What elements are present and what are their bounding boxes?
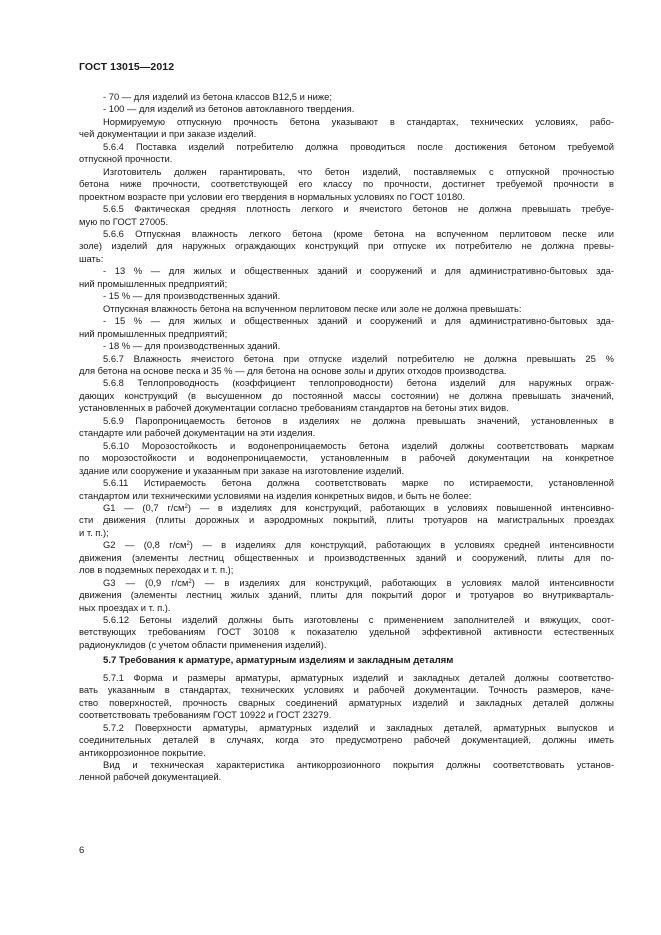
text-line: ленной рабочей документацией.	[79, 771, 222, 783]
text-line: радионуклидов (с учетом области применения изделий).	[79, 638, 327, 650]
text-line: ний промышленных предприятий;	[79, 277, 228, 289]
document-body	[79, 91, 614, 784]
text-line: ных проездах и т. п.).	[79, 601, 171, 613]
text-line: 5.6.11 Истираемость бетона должна соответствовать марке по истираемости, установленной	[103, 477, 614, 489]
text-line: движения (элементы лестниц жилых зданий, плиты для покрытий дорог и тротуаров во внутрикварталь-	[79, 589, 614, 601]
text-line: 5.6.6 Отпускная влажность легкого бетона (кроме бетона на вспученном перлитовом песке или	[103, 227, 614, 239]
text-line: соединительных деталей в случаях, когда это предусмотрено рабочей документацией, должны иметь	[79, 734, 614, 746]
text-line: стандартом или техническими условиями на изделия конкретных видов, и быть не более:	[79, 489, 472, 501]
text-line: Отпускная влажность бетона на вспученном перлитовом песке или золе не должна превышать:	[103, 302, 522, 314]
text-line: 5.6.10 Морозостойкость и водонепроницаемость бетона изделий должны соответствовать маркам	[103, 439, 614, 451]
section-5-7-text	[79, 672, 614, 784]
text-line: лов в подземных переходах и т. п.);	[79, 564, 234, 576]
text-line: G1 — (0,7 $г/см^2$) — в изделиях для конструкций, работающих в условиях повышенной интенсивно-	[103, 501, 615, 513]
text-line: - 13 % — для жилых и общественных зданий и сооружений и для административно-бытовых зда-	[103, 265, 614, 277]
text-line: ний промышленных предприятий;	[79, 327, 228, 339]
text-line: G3 — (0,9 $г/см^2$) — в изделиях для конструкций, работающих в условиях малой интенсивности	[103, 576, 614, 588]
text-line: антикоррозионное покрытие.	[79, 746, 206, 758]
text-line: - 18 % — для производственных зданий.	[103, 340, 281, 352]
text-line: 5.6.12 Бетоны изделий должны быть изготовлены с применением заполнителей и вяжущих, соот-	[103, 614, 614, 626]
text-line: - 15 % — для производственных зданий.	[103, 290, 281, 302]
document-header: ГОСТ 13015—2012	[79, 61, 175, 73]
text-line: ство поверхностей, прочность сварных соединений арматурных изделий и закладных деталей должны	[79, 696, 614, 708]
text-line: - 15 % — для жилых и общественных зданий и сооружений и для административно-бытовых зда-	[103, 315, 614, 327]
text-line: проектном возрасте при условии его твердения в нормальных условиях по ГОСТ 10180.	[79, 190, 465, 202]
text-line: - 70 — для изделий из бетона классов B12,5 и ниже;	[103, 91, 332, 102]
text-line: золе) изделий для наружных ограждающих конструкций при отпуске их потребителю не должна превы-	[79, 240, 614, 252]
section-title: 5.7 Требования к арматуре, арматурным изделиям и закладным деталям	[103, 655, 454, 667]
text-line: движения (элементы лестниц общественных и производственных зданий и сооружений, плиты для по-	[79, 551, 614, 563]
text-line: и т. п.);	[79, 526, 109, 538]
text-line: G2 — (0,8 $г/см^2$) — в изделиях для конструкций, работающих в условиях средней интенсивности	[103, 539, 614, 551]
text-line: по морозостойкости и водонепроницаемости, установленным в рабочей документации на конкретное	[79, 452, 614, 464]
text-line: соответствовать требованиям ГОСТ 10922 и ГОСТ 23279.	[79, 709, 332, 721]
text-line: - 100 — для изделий из бетонов автоклавного твердения.	[103, 103, 355, 115]
text-line: 5.7.1 Форма и размеры арматуры, арматурных изделий и закладных деталей должны соответство-	[103, 671, 614, 683]
text-line: шать:	[79, 252, 104, 264]
text-line: мую по ГОСТ 27005.	[79, 215, 169, 227]
text-line: ветствующих требованиям ГОСТ 30108 к показателю удельной эффективной активности естественных	[79, 626, 614, 638]
text-line: чей документации и при заказе изделий.	[79, 128, 257, 140]
text-line: бетона ниже прочности, соответствующей его классу по прочности, достигнет требуемой прочности в	[79, 178, 614, 190]
page-number: 6	[79, 845, 85, 856]
text-line: 5.6.8 Теплопроводность (коэффициент теплопроводности) бетона изделий для наружных ограж-	[103, 377, 614, 389]
text-line: Вид и техническая характеристика антикоррозионного покрытия должны соответствовать установ-	[103, 759, 614, 771]
text-line: 5.6.7 Влажность ячеистого бетона при отпуске изделий потребителю не должна превышать 25 %	[103, 352, 614, 364]
text-line: стандарте или рабочей документации на эти изделия.	[79, 427, 316, 439]
text-line: Изготовитель должен гарантировать, что бетон изделий, поставляемых с отпускной прочностью	[103, 165, 614, 177]
text-line: здание или сооружение и указанным при заказе на изготовление изделий.	[79, 464, 405, 476]
text-line: отпускной прочности.	[79, 153, 173, 165]
text-line: вать указанным в стандартах, технических условиях и рабочей документации. Точность размеров, каче-	[79, 684, 614, 696]
text-line: 5.6.5 Фактическая средняя плотность легкого и ячеистого бетонов не должна превышать требуе-	[103, 203, 614, 215]
text-line: Нормируемую отпускную прочность бетона указывают в стандартах, технических условиях, рабо-	[103, 115, 614, 127]
text-line: дающих конструкций (в высушенном до постоянной массы состоянии) не должна превышать значений,	[79, 389, 614, 401]
text-line: 5.6.9 Паропроницаемость бетонов в изделиях не должна превышать значений, установленных в	[103, 414, 614, 426]
section-5-6-text	[79, 91, 614, 651]
text-line: 5.7.2 Поверхности арматуры, арматурных изделий и закладных деталей, арматурных выпусков и	[103, 721, 614, 733]
text-line: сти движения (плиты дорожных и аэродромных покрытий, плиты тротуаров на магистральных проездах	[79, 514, 614, 526]
text-line: для бетона на основе песка и 35 % — для бетона на основе золы и других отходов производства.	[79, 364, 507, 376]
text-line: 5.6.4 Поставка изделий потребителю должна проводиться после достижения бетоном требуемой	[103, 140, 614, 152]
text-line: установленных в рабочей документации согласно требованиям стандартов на бетоны этих видов.	[79, 402, 509, 414]
